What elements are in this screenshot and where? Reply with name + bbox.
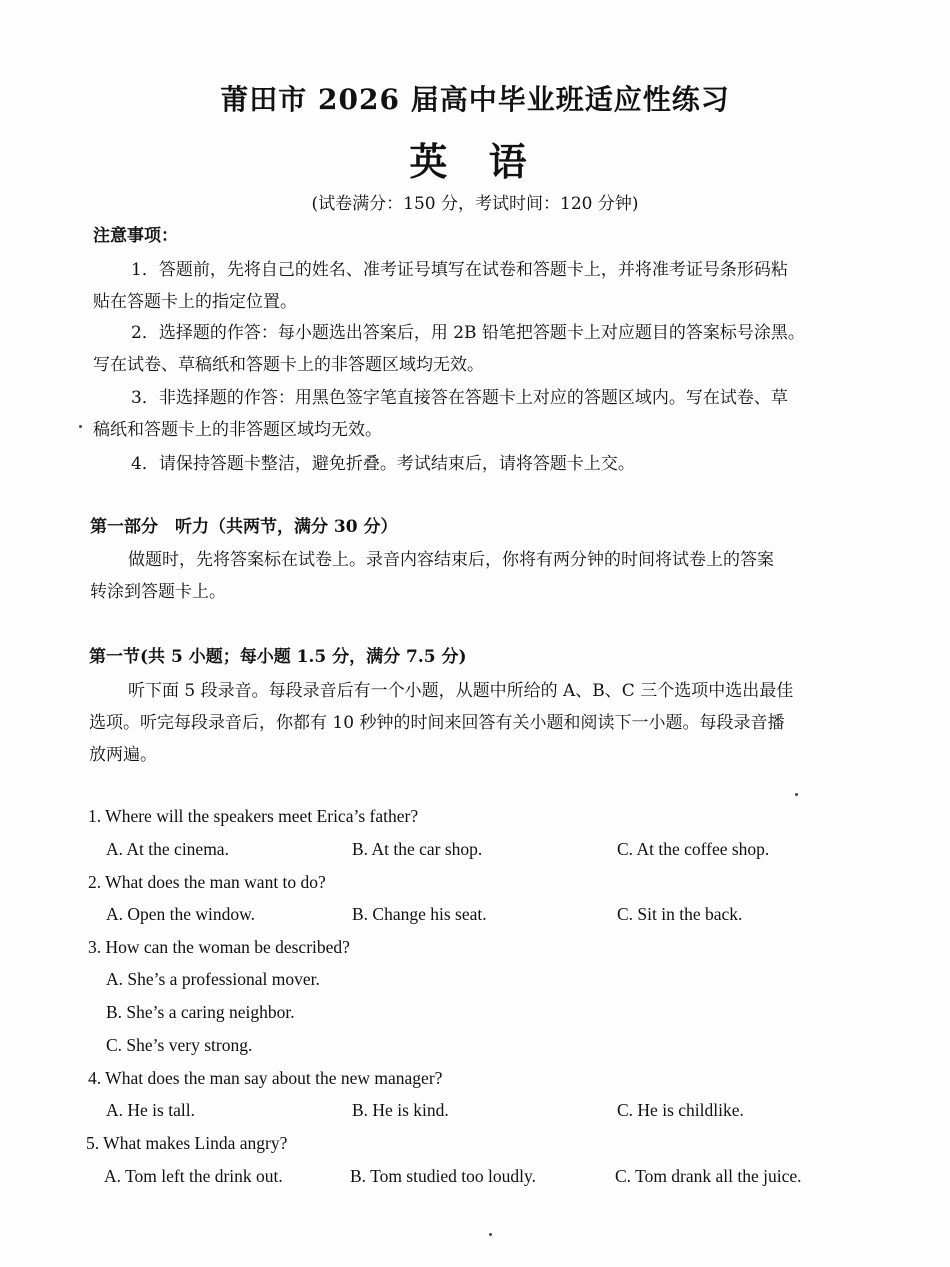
exam-info: (试卷满分：150 分，考试时间：120 分钟) (311, 194, 639, 214)
question-3-stem: 3. How can the woman be described? (88, 937, 350, 957)
part1-intro-line-2: 转涂到答题卡上。 (90, 582, 226, 602)
section1-intro-line-1: 听下面 5 段录音。每段录音后有一个小题，从题中所给的 A、B、C 三个选项中选出最佳 (128, 681, 794, 701)
section1-intro-line-3: 放两遍。 (89, 745, 157, 765)
question-5-option-b: B. Tom studied too loudly. (350, 1166, 536, 1186)
subject-title: 英 语 (409, 139, 541, 184)
question-2-option-b: B. Change his seat. (352, 904, 487, 924)
question-1-stem: 1. Where will the speakers meet Erica’s father? (88, 806, 419, 826)
question-3-option-b: B. She’s a caring neighbor. (106, 1002, 295, 1022)
question-2-option-a: A. Open the window. (106, 904, 256, 924)
note-2-line-2: 写在试卷、草稿纸和答题卡上的非答题区域均无效。 (93, 355, 484, 375)
question-1-option-b: B. At the car shop. (352, 839, 483, 859)
note-2-line-1: 2．选择题的作答：每小题选出答案后，用 2B 铅笔把答题卡上对应题目的答案标号涂黑。 (131, 323, 805, 343)
question-4-option-c: C. He is childlike. (617, 1100, 744, 1120)
section1-heading: 第一节(共 5 小题；每小题 1.5 分，满分 7.5 分) (89, 647, 467, 667)
part1-heading: 第一部分 听力（共两节，满分 30 分） (90, 517, 398, 537)
question-1-option-c: C. At the coffee shop. (617, 839, 770, 859)
scan-speck (489, 1233, 492, 1236)
part1-intro-line-1: 做题时，先将答案标在试卷上。录音内容结束后，你将有两分钟的时间将试卷上的答案 (128, 550, 774, 570)
question-4-stem: 4. What does the man say about the new manager? (88, 1068, 443, 1088)
note-3-line-2: 稿纸和答题卡上的非答题区域均无效。 (93, 420, 382, 440)
exam-title: 莆田市 2026 届高中毕业班适应性练习 (220, 83, 730, 116)
question-4-option-a: A. He is tall. (106, 1100, 195, 1120)
question-2-option-c: C. Sit in the back. (617, 904, 743, 924)
note-1-line-1: 1．答题前，先将自己的姓名、准考证号填写在试卷和答题卡上，并将准考证号条形码粘 (131, 260, 788, 280)
note-3-line-1: 3．非选择题的作答：用黑色签字笔直接答在答题卡上对应的答题区域内。写在试卷、草 (131, 388, 788, 408)
question-5-option-c: C. Tom drank all the juice. (615, 1166, 802, 1186)
note-4: 4．请保持答题卡整洁，避免折叠。考试结束后，请将答题卡上交。 (131, 454, 635, 474)
question-4-option-b: B. He is kind. (352, 1100, 449, 1120)
scan-speck (795, 793, 798, 796)
note-1-line-2: 贴在答题卡上的指定位置。 (93, 292, 297, 312)
question-3-option-a: A. She’s a professional mover. (106, 969, 320, 989)
scan-speck (79, 425, 82, 428)
notes-heading: 注意事项： (93, 226, 178, 246)
section1-intro-line-2: 选项。听完每段录音后，你都有 10 秒钟的时间来回答有关小题和阅读下一小题。每段录音播 (89, 713, 785, 733)
question-5-stem: 5. What makes Linda angry? (86, 1133, 288, 1153)
question-5-option-a: A. Tom left the drink out. (104, 1166, 283, 1186)
question-1-option-a: A. At the cinema. (106, 839, 229, 859)
question-3-option-c: C. She’s very strong. (106, 1035, 253, 1055)
question-2-stem: 2. What does the man want to do? (88, 872, 326, 892)
